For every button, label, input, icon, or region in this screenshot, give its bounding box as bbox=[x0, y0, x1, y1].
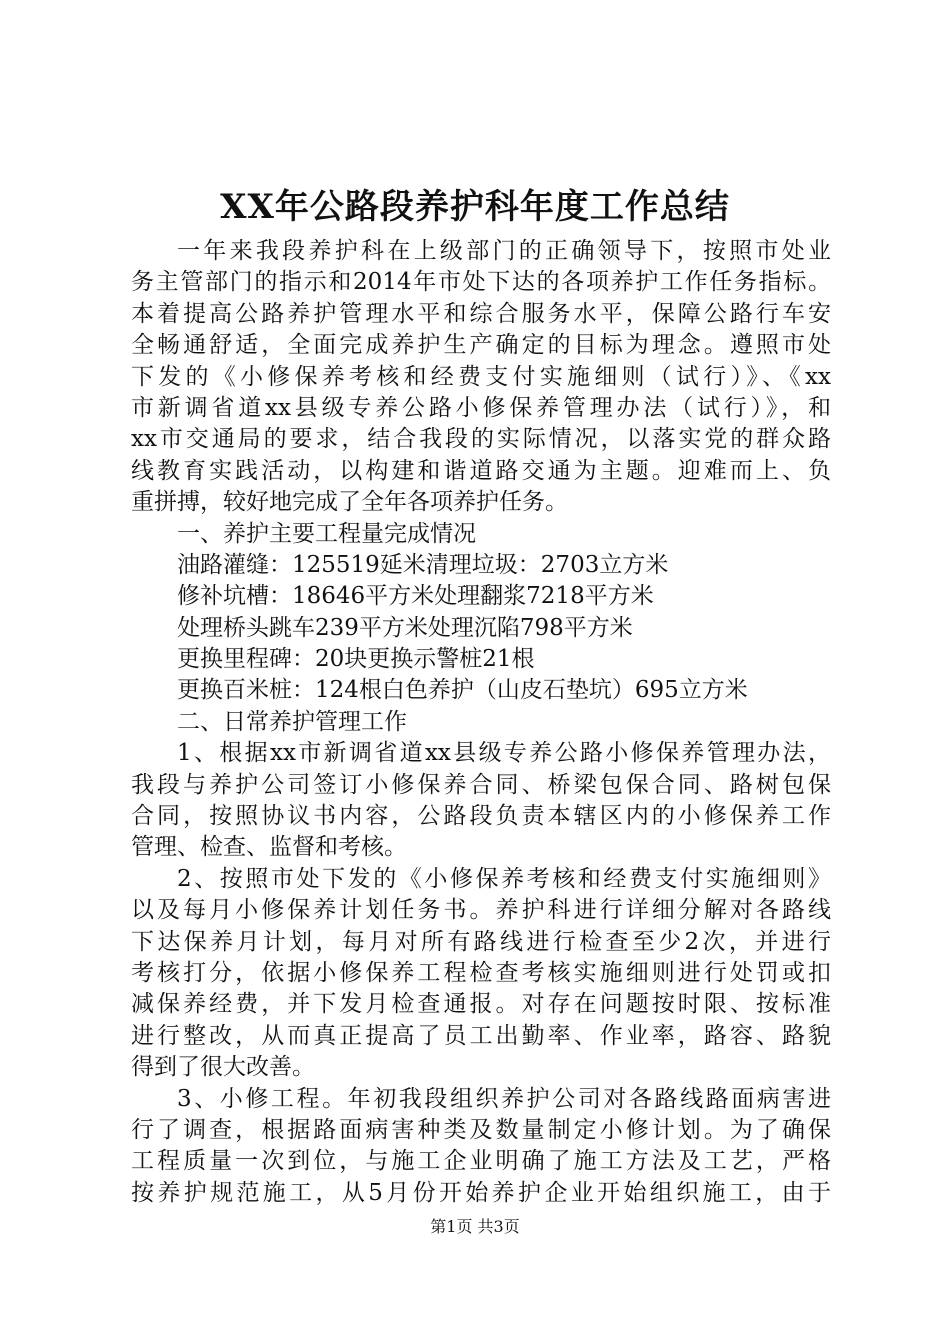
quantity-line: 更换里程碑：20块更换示警桩21根 bbox=[177, 646, 535, 673]
paragraph-line: 行了调查，根据路面病害种类及数量制定小修计划。为了确保 bbox=[131, 1116, 831, 1143]
paragraph-line: 得到了很大改善。 bbox=[131, 1054, 315, 1081]
paragraph-line: 以及每月小修保养计划任务书。养护科进行详细分解对各路线 bbox=[131, 897, 831, 924]
section-heading: 二、日常养护管理工作 bbox=[177, 708, 407, 735]
paragraph-line: 2、按照市处下发的《小修保养考核和经费支付实施细则》 bbox=[177, 865, 831, 892]
paragraph-line: 全畅通舒适，全面完成养护生产确定的目标为理念。遵照市处 bbox=[131, 332, 831, 359]
paragraph-line: 务主管部门的指示和2014年市处下达的各项养护工作任务指标。 bbox=[131, 269, 831, 296]
quantity-line: 修补坑槽：18646平方米处理翻浆7218平方米 bbox=[177, 583, 654, 610]
paragraph-line: 一年来我段养护科在上级部门的正确领导下，按照市处业 bbox=[177, 238, 831, 264]
quantity-line: 处理桥头跳车239平方米处理沉陷798平方米 bbox=[177, 614, 633, 641]
paragraph-line: 我段与养护公司签订小修保养合同、桥梁包保合同、路树包保 bbox=[131, 771, 831, 798]
paragraph-line: 考核打分，依据小修保养工程检查考核实施细则进行处罚或扣 bbox=[131, 959, 831, 986]
paragraph-line: xx市交通局的要求，结合我段的实际情况，以落实党的群众路 bbox=[131, 426, 831, 453]
paragraph-line: 下达保养月计划，每月对所有路线进行检查至少2次，并进行 bbox=[131, 928, 831, 955]
section-heading: 一、养护主要工程量完成情况 bbox=[177, 520, 476, 547]
paragraph-line: 市新调省道xx县级专养公路小修保养管理办法（试行）》，和 bbox=[131, 394, 831, 421]
paragraph-line: 减保养经费，并下发月检查通报。对存在问题按时限、按标准 bbox=[131, 991, 831, 1018]
paragraph-line: 3、小修工程。年初我段组织养护公司对各路线路面病害进 bbox=[177, 1085, 831, 1112]
paragraph-line: 下发的《小修保养考核和经费支付实施细则（试行）》、《xx bbox=[131, 363, 831, 390]
document-title: XX年公路段养护科年度工作总结 bbox=[220, 187, 730, 227]
paragraph-line: 进行整改，从而真正提高了员工出勤率、作业率，路容、路貌 bbox=[131, 1022, 831, 1049]
quantity-line: 油路灌缝：125519延米清理垃圾：2703立方米 bbox=[177, 551, 669, 578]
paragraph-line: 工程质量一次到位，与施工企业明确了施工方法及工艺，严格 bbox=[131, 1148, 831, 1175]
paragraph-line: 按养护规范施工，从5月份开始养护企业开始组织施工，由于 bbox=[131, 1179, 831, 1206]
paragraph-line: 合同，按照协议书内容，公路段负责本辖区内的小修保养工作 bbox=[131, 803, 831, 830]
paragraph-line: 线教育实践活动，以构建和谐道路交通为主题。迎难而上、负 bbox=[131, 457, 831, 484]
quantity-line: 更换百米桩：124根白色养护（山皮石垫坑）695立方米 bbox=[177, 677, 748, 704]
document-body bbox=[131, 236, 831, 1209]
paragraph-line: 重拼搏，较好地完成了全年各项养护任务。 bbox=[131, 489, 568, 516]
paragraph-line: 管理、检查、监督和考核。 bbox=[131, 834, 407, 861]
page-number-footer: 第1页 共3页 bbox=[430, 1217, 520, 1236]
paragraph-line: 1、根据xx市新调省道xx县级专养公路小修保养管理办法， bbox=[177, 740, 831, 767]
paragraph-line: 本着提高公路养护管理水平和综合服务水平，保障公路行车安 bbox=[131, 300, 831, 327]
